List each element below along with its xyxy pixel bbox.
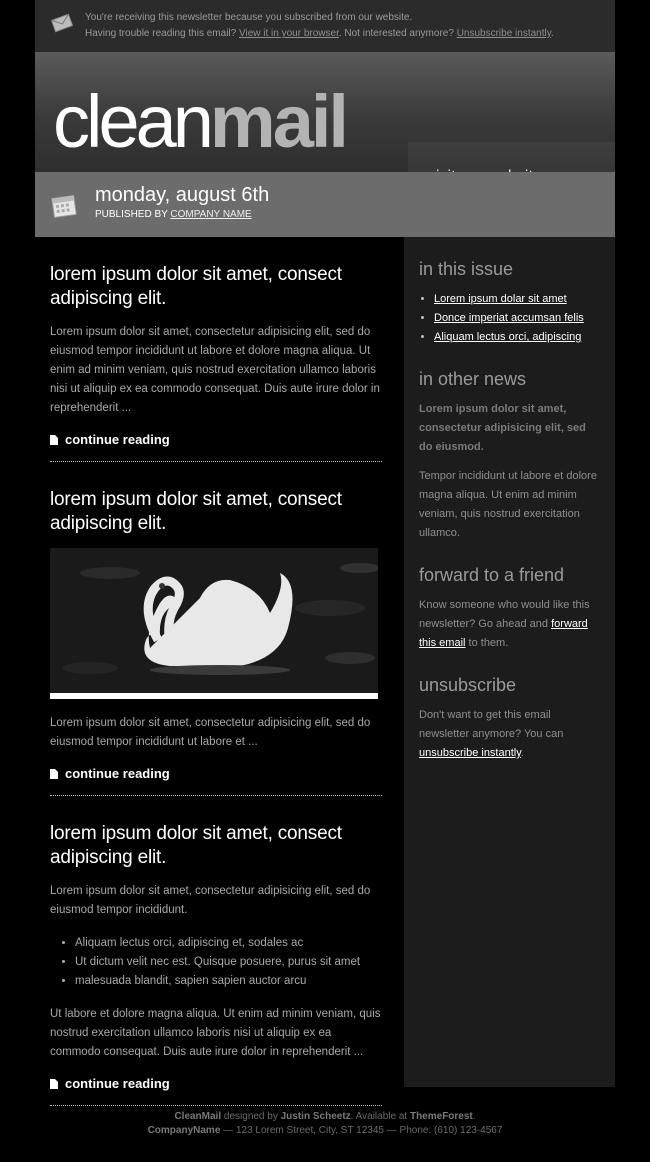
list-item: • Aliquam lectus orci, adipiscing et, sodales ac xyxy=(75,934,382,953)
notice-mid: . Not interested anymore? xyxy=(338,28,454,39)
article-body-2: Ut labore et dolore magna aliqua. Ut enim ad minim veniam, quis nostrud exercitation ullamco laboris nisi ut aliquip ex ea commodo consequat. Duis aute irure dolor in reprehenderit ... xyxy=(50,1008,381,1058)
article-title[interactable]: lorem ipsum dolor sit amet, consect adipiscing elit. xyxy=(50,489,342,534)
unsubscribe-text xyxy=(419,706,600,763)
notice-end: . xyxy=(551,28,554,39)
unsubscribe-link[interactable]: unsubscribe instantly xyxy=(419,747,521,759)
footer-author: Justin Scheetz xyxy=(280,1111,351,1122)
header xyxy=(35,52,615,172)
document-icon xyxy=(50,769,58,779)
footer-address: — 123 Lorem Street, City, ST 12345 — Phone: (610) 123-4567 xyxy=(223,1125,503,1136)
article-body: Lorem ipsum dolor sit amet, consectetur adipisicing elit, sed do eiusmod tempor incididunt ut labore et dolore magna aliqua. Ut enim ad minim veniam, quis nostrud exercitation ullamco laboris nisi ut aliquip ex ea commodo consequat. Duis aute irure dolor in reprehenderit ... xyxy=(50,326,380,414)
footer-market: ThemeForest xyxy=(409,1111,473,1122)
continue-reading-label: continue reading xyxy=(65,1076,170,1091)
main-column xyxy=(50,237,382,1128)
article xyxy=(50,822,382,1106)
continue-reading-link[interactable] xyxy=(50,432,382,447)
logo-mail: mail xyxy=(209,80,346,163)
continue-reading-label: continue reading xyxy=(65,766,170,781)
unsubscribe-text-end: . xyxy=(520,747,524,759)
view-in-browser-link[interactable]: View it in your browser xyxy=(238,28,339,39)
document-icon xyxy=(50,435,58,445)
footer-available: . Available at xyxy=(350,1111,408,1122)
footer xyxy=(0,1110,650,1138)
other-news-body: Tempor incididunt ut labore et dolore magna aliqua. Ut enim ad minim veniam, quis nostrud exercitation ullamco. xyxy=(419,470,597,539)
sidebar xyxy=(404,237,615,1087)
document-icon xyxy=(50,1079,58,1089)
footer-end: . xyxy=(472,1111,476,1122)
unsubscribe-heading: unsubscribe xyxy=(419,675,517,695)
list-item xyxy=(434,309,615,328)
issue-link[interactable]: Lorem ipsum dolar sit amet xyxy=(434,293,567,305)
footer-company: CompanyName xyxy=(147,1125,221,1136)
forward-email-link[interactable]: forward this email xyxy=(419,618,588,649)
other-news-lead xyxy=(419,400,600,457)
in-this-issue-heading: in this issue xyxy=(419,259,514,279)
list-item: • malesuada blandit, sapien sapien auctor arcu xyxy=(75,972,382,991)
footer-brand: CleanMail xyxy=(174,1111,222,1122)
list-item xyxy=(434,290,615,309)
company-name-link[interactable]: COMPANY NAME xyxy=(170,209,252,220)
notice-text xyxy=(85,10,554,42)
issue-list xyxy=(419,290,615,347)
issue-link[interactable]: Aliquam lectus orci, adipiscing xyxy=(434,331,582,343)
newsletter xyxy=(35,0,615,237)
top-notice xyxy=(35,0,615,52)
footer-line-2 xyxy=(0,1124,650,1138)
forward-heading: forward to a friend xyxy=(419,565,565,585)
article-title[interactable]: lorem ipsum dolor sit amet, consect adipiscing elit. xyxy=(50,823,342,868)
continue-reading-link[interactable] xyxy=(50,1076,382,1091)
notice-line-1: You're receiving this newsletter because you subscribed from our website. xyxy=(85,12,413,23)
other-news-bold: Lorem ipsum dolor sit amet, consectetur adipisicing elit, sed do eiusmod. xyxy=(419,403,586,453)
footer-line-1 xyxy=(0,1110,650,1124)
article-body: Lorem ipsum dolor sit amet, consectetur adipisicing elit, sed do eiusmod tempor incididunt ut labore et ... xyxy=(50,717,371,748)
published-by-label: PUBLISHED BY xyxy=(95,209,168,220)
list-item xyxy=(434,328,615,347)
issue-date: monday, august 6th xyxy=(95,184,270,206)
forward-text xyxy=(419,596,600,653)
notice-line-2 xyxy=(85,26,554,42)
calendar-icon xyxy=(50,192,78,220)
notice-prefix: Having trouble reading this email? xyxy=(85,28,237,39)
date-bar xyxy=(35,172,615,237)
unsubscribe-top-link[interactable]: Unsubscribe instantly xyxy=(456,28,551,39)
article xyxy=(50,488,382,796)
logo xyxy=(53,72,346,172)
forward-text-intro: Know someone who would like this newsletter? Go ahead and xyxy=(419,599,590,630)
logo-clean: clean xyxy=(53,80,210,163)
continue-reading-label: continue reading xyxy=(65,432,170,447)
forward-text-end: to them. xyxy=(468,637,509,649)
swan-photo xyxy=(50,548,378,699)
unsubscribe-text-intro: Don't want to get this email newsletter anymore? You can xyxy=(419,709,564,740)
article-title[interactable]: lorem ipsum dolor sit amet, consect adipiscing elit. xyxy=(50,264,342,309)
published-by xyxy=(95,209,252,220)
continue-reading-link[interactable] xyxy=(50,766,382,781)
footer-designed-by: designed by xyxy=(223,1111,278,1122)
list-item: • Ut dictum velit nec est. Quisque posuere, purus sit amet xyxy=(75,953,382,972)
article xyxy=(50,263,382,462)
article-body: Lorem ipsum dolor sit amet, consectetur adipisicing elit, sed do eiusmod tempor incididunt. xyxy=(50,885,371,916)
envelope-icon xyxy=(51,12,73,34)
other-news-heading: in other news xyxy=(419,369,527,389)
article-bullets xyxy=(50,934,382,991)
issue-link[interactable]: Donce imperiat accumsan felis xyxy=(434,312,584,324)
